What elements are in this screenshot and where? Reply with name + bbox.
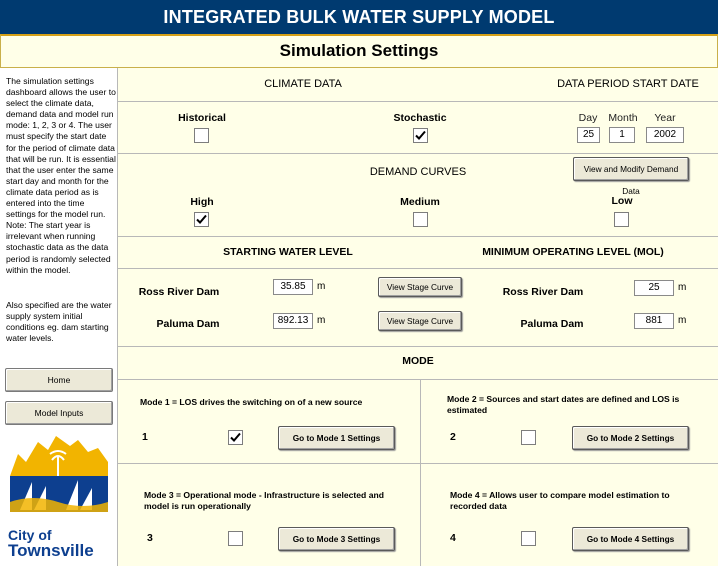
climate-data-heading: CLIMATE DATA (264, 78, 342, 90)
townsville-logo-graphic (8, 432, 110, 512)
mode-3-checkbox[interactable] (228, 531, 243, 546)
go-to-mode-1-button[interactable]: Go to Mode 1 Settings (278, 426, 395, 450)
app-title-banner: INTEGRATED BULK WATER SUPPLY MODEL (0, 0, 718, 34)
divider (118, 463, 718, 464)
day-label: Day (578, 112, 598, 124)
home-button[interactable]: Home (5, 368, 113, 392)
starting-water-level-heading: STARTING WATER LEVEL (223, 246, 353, 258)
checkmark-icon (196, 214, 207, 225)
low-checkbox[interactable] (614, 212, 629, 227)
mode-2-checkbox[interactable] (521, 430, 536, 445)
sidebar-description-2: Also specified are the water supply system initial conditions eg. dam starting water levels. (6, 300, 112, 344)
medium-checkbox[interactable] (413, 212, 428, 227)
stochastic-label: Stochastic (393, 112, 447, 124)
ross-river-dam-label: Ross River Dam (138, 286, 220, 298)
historical-checkbox[interactable] (194, 128, 209, 143)
settings-panel (118, 68, 718, 566)
mode-3-number: 3 (147, 532, 153, 544)
go-to-mode-4-button[interactable]: Go to Mode 4 Settings (572, 527, 689, 551)
mode-4-description: Mode 4 = Allows user to compare model estimation to recorded data (450, 490, 670, 511)
mode-1-number: 1 (142, 431, 148, 443)
medium-label: Medium (400, 196, 440, 208)
page-title: Simulation Settings (0, 34, 718, 68)
mode-4-checkbox[interactable] (521, 531, 536, 546)
mol-paluma-dam-label: Paluma Dam (520, 318, 584, 330)
start-day-input[interactable]: 25 (577, 127, 600, 143)
logo-townsville-text: Townsville (8, 541, 94, 560)
mode-heading: MODE (402, 355, 434, 367)
mode-1-checkbox[interactable] (228, 430, 243, 445)
unit-m: m (678, 315, 687, 326)
view-stage-curve-button-paluma[interactable]: View Stage Curve (378, 311, 462, 331)
divider (118, 153, 718, 154)
mode-1-description: Mode 1 = LOS drives the switching on of a new source (140, 397, 363, 407)
checkmark-icon (230, 432, 241, 443)
unit-m: m (317, 281, 326, 292)
paluma-start-level-input[interactable]: 892.13 (273, 313, 313, 329)
checkmark-icon (415, 130, 426, 141)
unit-m: m (678, 282, 687, 293)
start-month-input[interactable]: 1 (609, 127, 635, 143)
mode-divider (420, 379, 421, 566)
mol-ross-river-input[interactable]: 25 (634, 280, 674, 296)
go-to-mode-2-button[interactable]: Go to Mode 2 Settings (572, 426, 689, 450)
low-label: Low (611, 195, 633, 207)
divider (118, 101, 718, 102)
mol-heading: MINIMUM OPERATING LEVEL (MOL) (482, 246, 664, 258)
data-period-heading: DATA PERIOD START DATE (557, 78, 699, 90)
year-label: Year (654, 112, 676, 124)
go-to-mode-3-button[interactable]: Go to Mode 3 Settings (278, 527, 395, 551)
divider (118, 346, 718, 347)
divider (118, 379, 718, 380)
mode-4-number: 4 (450, 532, 456, 544)
mode-3-description: Mode 3 = Operational mode - Infrastructure is selected and model is run operationally (144, 490, 384, 511)
view-stage-curve-button-ross[interactable]: View Stage Curve (378, 277, 462, 297)
sidebar-description: The simulation settings dashboard allows the user to select the climate data, demand data and model run mode: 1, 2, 3 or 4. The user must specify the start date for the period of climate data that will be run. It is essential that the user enter the same start day and month for the climate data period as is entered into the time settings for the model run. Note: The start year is irrelevant when running stochastic data as the data period is randomly selected within the model. (6, 76, 116, 275)
divider (118, 268, 718, 269)
paluma-dam-label: Paluma Dam (156, 318, 220, 330)
unit-m: m (317, 315, 326, 326)
start-year-input[interactable]: 2002 (646, 127, 684, 143)
logo-city-of-text: City of (8, 527, 52, 543)
divider (118, 236, 718, 237)
mode-2-description: Mode 2 = Sources and start dates are defined and LOS is estimated (447, 394, 680, 415)
model-inputs-button[interactable]: Model Inputs (5, 401, 113, 425)
mol-ross-river-dam-label: Ross River Dam (502, 286, 584, 298)
ross-river-start-level-input[interactable]: 35.85 (273, 279, 313, 295)
high-label: High (190, 196, 214, 208)
mode-2-number: 2 (450, 431, 456, 443)
city-of-townsville-logo (8, 432, 110, 564)
high-checkbox[interactable] (194, 212, 209, 227)
historical-label: Historical (178, 112, 226, 124)
stochastic-checkbox[interactable] (413, 128, 428, 143)
mol-paluma-input[interactable]: 881 (634, 313, 674, 329)
demand-curves-heading: DEMAND CURVES (369, 166, 467, 178)
month-label: Month (608, 112, 638, 124)
view-modify-demand-button[interactable]: View and Modify Demand Data (573, 157, 689, 181)
